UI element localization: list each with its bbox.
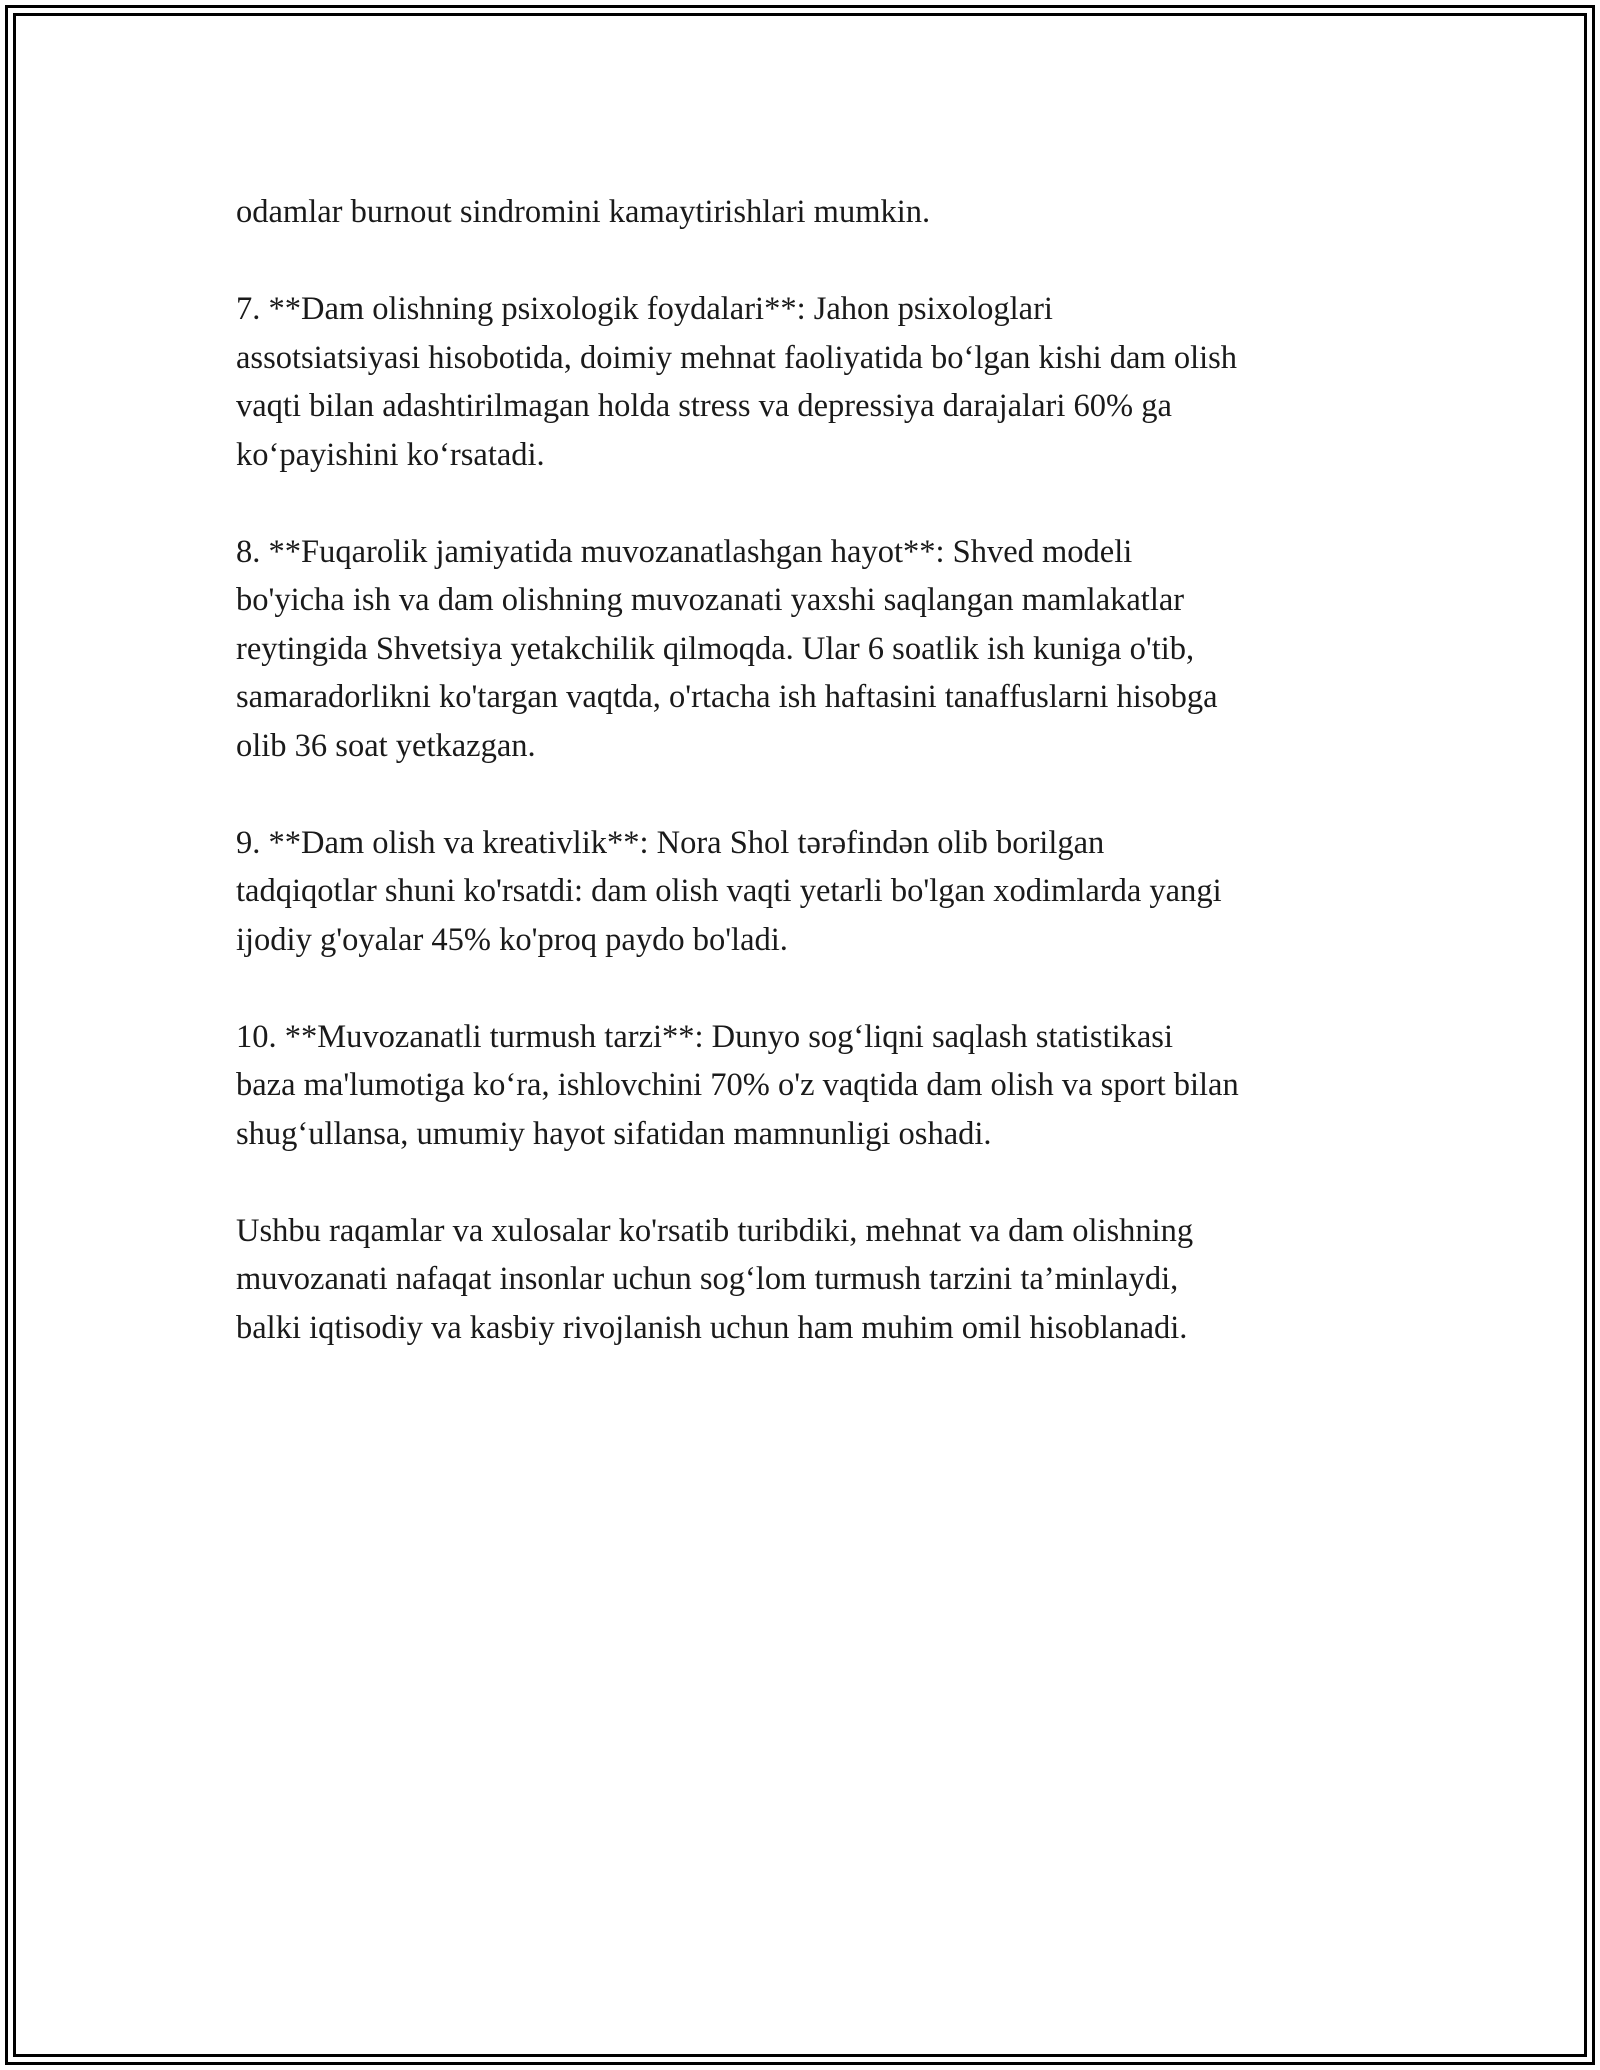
paragraph-conclusion: Ushbu raqamlar va xulosalar ko'rsatib turibdiki, mehnat va dam olishning muvozanati nafaqat insonlar uchun sog‘lom turmush tarzini ta’minlaydi, balki iqtisodiy va kasbiy rivojlanish uchun ham muhim omil hisoblanadi. <box>236 1212 1194 1346</box>
paragraph-item-7: 7. **Dam olishning psixologik foydalari**: Jahon psixologlari assotsiatsiyasi hisobotida, doimiy mehnat faoliyatida bo‘lgan kishi dam olish vaqti bilan adashtirilmagan holda stress va depressiya darajalari 60% ga ko‘payishini ko‘rsatadi. <box>236 291 1238 473</box>
paragraph-item-10: 10. **Muvozanatli turmush tarzi**: Dunyo sog‘liqni saqlash statistikasi baza ma'lumotiga ko‘ra, ishlovchini 70% o'z vaqtida dam olish va sport bilan shug‘ullansa, umumiy hayot sifatidan mamnunligi oshadi. <box>236 1018 1239 1152</box>
paragraph-item-9: 9. **Dam olish va kreativlik**: Nora Shol tərəfindən olib borilgan tadqiqotlar shuni ko'rsatdi: dam olish vaqti yetarli bo'lgan xodimlarda yangi ijodiy g'oyalar 45% ko'proq paydo bo'ladi. <box>236 824 1222 958</box>
paragraph-continuation: odamlar burnout sindromini kamaytirishlari mumkin. <box>236 194 931 230</box>
document-body <box>236 188 1386 1401</box>
paragraph-item-8: 8. **Fuqarolik jamiyatida muvozanatlashgan hayot**: Shved modeli bo'yicha ish va dam olishning muvozanati yaxshi saqlangan mamlakatlar reytingida Shvetsiya yetakchilik qilmoqda. Ular 6 soatlik ish kuniga o'tib, samaradorlikni ko'targan vaqtda, o'rtacha ish haftasini tanaffuslarni hisobga olib 36 soat yetkazgan. <box>236 533 1218 764</box>
